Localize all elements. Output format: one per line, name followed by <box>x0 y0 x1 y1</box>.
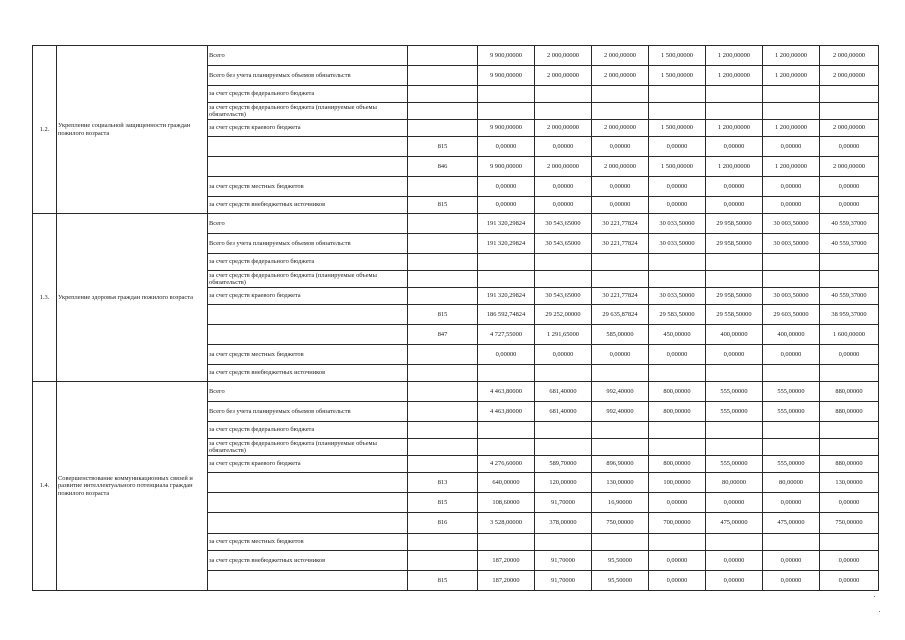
funding-source-label: Всего без учета планируемых объемов обязательств <box>208 66 408 86</box>
budget-code-cell: 815 <box>408 137 478 157</box>
amount-cell <box>592 439 649 456</box>
amount-cell <box>535 534 592 551</box>
amount-cell: 0,00000 <box>706 177 763 197</box>
amount-cell: 9 900,00000 <box>478 66 535 86</box>
amount-cell <box>649 271 706 288</box>
amount-cell <box>592 365 649 382</box>
amount-cell: 29 252,00000 <box>535 305 592 325</box>
amount-cell <box>706 534 763 551</box>
amount-cell <box>592 254 649 271</box>
section-title: Укрепление здоровья граждан пожилого возраста <box>57 214 208 382</box>
amount-cell: 555,00000 <box>763 382 820 402</box>
amount-cell <box>763 86 820 103</box>
amount-cell: 1 500,00000 <box>649 66 706 86</box>
budget-code-cell <box>408 422 478 439</box>
funding-source-label: за счет средств внебюджетных источников <box>208 365 408 382</box>
amount-cell <box>535 365 592 382</box>
amount-cell <box>478 86 535 103</box>
amount-cell <box>535 254 592 271</box>
funding-source-label <box>208 493 408 513</box>
amount-cell <box>649 103 706 120</box>
amount-cell: 450,00000 <box>649 325 706 345</box>
funding-source-label: Всего <box>208 214 408 234</box>
amount-cell: 91,70000 <box>535 571 592 591</box>
amount-cell: 30 033,50000 <box>649 288 706 305</box>
amount-cell: 2 000,00000 <box>820 46 879 66</box>
amount-cell: 187,20000 <box>478 551 535 571</box>
amount-cell: 555,00000 <box>763 456 820 473</box>
funding-source-label: за счет средств краевого бюджета <box>208 288 408 305</box>
amount-cell: 30 221,77824 <box>592 288 649 305</box>
amount-cell: 880,00000 <box>820 402 879 422</box>
funding-source-label: за счет средств федерального бюджета (планируемые объемы обязательств) <box>208 103 408 120</box>
amount-cell <box>535 271 592 288</box>
amount-cell: 589,70000 <box>535 456 592 473</box>
amount-cell: 2 000,00000 <box>592 46 649 66</box>
amount-cell <box>820 439 879 456</box>
amount-cell <box>763 365 820 382</box>
budget-code-cell <box>408 214 478 234</box>
amount-cell: 0,00000 <box>592 345 649 365</box>
amount-cell <box>478 103 535 120</box>
amount-cell: 191 320,29824 <box>478 234 535 254</box>
amount-cell: 0,00000 <box>763 493 820 513</box>
amount-cell <box>649 534 706 551</box>
amount-cell: 0,00000 <box>763 197 820 214</box>
funding-source-label <box>208 513 408 534</box>
amount-cell <box>706 254 763 271</box>
amount-cell: 95,50000 <box>592 571 649 591</box>
amount-cell: 30 003,50000 <box>763 234 820 254</box>
amount-cell: 555,00000 <box>706 382 763 402</box>
funding-source-label <box>208 157 408 177</box>
amount-cell: 0,00000 <box>535 197 592 214</box>
amount-cell <box>649 86 706 103</box>
budget-code-cell <box>408 456 478 473</box>
amount-cell: 0,00000 <box>535 345 592 365</box>
amount-cell <box>592 422 649 439</box>
funding-source-label: за счет средств местных бюджетов <box>208 345 408 365</box>
amount-cell: 0,00000 <box>592 197 649 214</box>
amount-cell: 475,00000 <box>706 513 763 534</box>
amount-cell <box>649 439 706 456</box>
amount-cell: 130,00000 <box>592 473 649 493</box>
scan-speck <box>879 611 880 612</box>
amount-cell: 0,00000 <box>649 177 706 197</box>
amount-cell <box>820 103 879 120</box>
amount-cell: 4 463,80000 <box>478 382 535 402</box>
amount-cell: 0,00000 <box>820 571 879 591</box>
amount-cell <box>820 534 879 551</box>
amount-cell: 0,00000 <box>763 345 820 365</box>
amount-cell: 1 200,00000 <box>763 66 820 86</box>
funding-source-label: за счет средств федерального бюджета (планируемые объемы обязательств) <box>208 271 408 288</box>
budget-table <box>32 45 879 591</box>
amount-cell: 2 000,00000 <box>820 66 879 86</box>
budget-code-cell <box>408 86 478 103</box>
amount-cell <box>706 86 763 103</box>
amount-cell <box>478 534 535 551</box>
amount-cell <box>478 271 535 288</box>
funding-source-label <box>208 325 408 345</box>
amount-cell: 120,00000 <box>535 473 592 493</box>
budget-code-cell: 815 <box>408 493 478 513</box>
amount-cell: 0,00000 <box>706 493 763 513</box>
budget-code-cell <box>408 551 478 571</box>
amount-cell: 29 635,87824 <box>592 305 649 325</box>
amount-cell: 0,00000 <box>478 177 535 197</box>
funding-source-label: за счет средств федерального бюджета <box>208 422 408 439</box>
table-row <box>33 382 879 402</box>
amount-cell: 30 543,65000 <box>535 214 592 234</box>
amount-cell: 750,00000 <box>592 513 649 534</box>
amount-cell: 0,00000 <box>763 177 820 197</box>
funding-source-label: за счет средств краевого бюджета <box>208 456 408 473</box>
amount-cell: 640,00000 <box>478 473 535 493</box>
amount-cell: 29 583,50000 <box>649 305 706 325</box>
amount-cell <box>763 534 820 551</box>
funding-source-label: Всего <box>208 46 408 66</box>
amount-cell: 1 200,00000 <box>706 120 763 137</box>
amount-cell: 80,00000 <box>763 473 820 493</box>
section-index: 1.3. <box>33 214 57 382</box>
amount-cell: 91,70000 <box>535 551 592 571</box>
amount-cell: 29 958,50000 <box>706 214 763 234</box>
amount-cell <box>763 422 820 439</box>
amount-cell: 0,00000 <box>820 493 879 513</box>
amount-cell <box>535 422 592 439</box>
amount-cell <box>535 439 592 456</box>
funding-source-label: за счет средств краевого бюджета <box>208 120 408 137</box>
amount-cell <box>763 271 820 288</box>
amount-cell <box>478 254 535 271</box>
amount-cell: 555,00000 <box>763 402 820 422</box>
amount-cell <box>706 422 763 439</box>
budget-code-cell <box>408 234 478 254</box>
amount-cell <box>649 422 706 439</box>
funding-source-label <box>208 571 408 591</box>
amount-cell <box>820 271 879 288</box>
amount-cell: 29 603,50000 <box>763 305 820 325</box>
funding-source-label: за счет средств федерального бюджета (планируемые объемы обязательств) <box>208 439 408 456</box>
amount-cell: 80,00000 <box>706 473 763 493</box>
amount-cell: 0,00000 <box>649 197 706 214</box>
amount-cell: 1 500,00000 <box>649 46 706 66</box>
budget-code-cell <box>408 177 478 197</box>
amount-cell: 29 958,50000 <box>706 288 763 305</box>
amount-cell: 800,00000 <box>649 402 706 422</box>
amount-cell: 4 463,80000 <box>478 402 535 422</box>
amount-cell: 191 320,29824 <box>478 214 535 234</box>
funding-source-label <box>208 473 408 493</box>
funding-source-label: Всего без учета планируемых объемов обязательств <box>208 234 408 254</box>
amount-cell: 0,00000 <box>592 137 649 157</box>
funding-source-label: за счет средств внебюджетных источников <box>208 551 408 571</box>
scan-speck <box>874 596 875 597</box>
amount-cell: 1 500,00000 <box>649 157 706 177</box>
amount-cell: 0,00000 <box>535 177 592 197</box>
amount-cell: 29 558,50000 <box>706 305 763 325</box>
budget-code-cell <box>408 365 478 382</box>
amount-cell <box>478 365 535 382</box>
amount-cell: 800,00000 <box>649 382 706 402</box>
budget-code-cell: 816 <box>408 513 478 534</box>
amount-cell <box>820 86 879 103</box>
amount-cell: 750,00000 <box>820 513 879 534</box>
amount-cell: 1 500,00000 <box>649 120 706 137</box>
amount-cell: 0,00000 <box>763 137 820 157</box>
budget-code-cell: 847 <box>408 325 478 345</box>
amount-cell: 1 200,00000 <box>763 157 820 177</box>
amount-cell: 4 727,55000 <box>478 325 535 345</box>
amount-cell <box>763 254 820 271</box>
amount-cell: 4 276,60000 <box>478 456 535 473</box>
budget-code-cell <box>408 46 478 66</box>
amount-cell <box>649 365 706 382</box>
section-index: 1.2. <box>33 46 57 214</box>
amount-cell: 9 900,00000 <box>478 46 535 66</box>
budget-code-cell: 815 <box>408 197 478 214</box>
amount-cell: 2 000,00000 <box>820 157 879 177</box>
amount-cell: 0,00000 <box>649 571 706 591</box>
budget-code-cell <box>408 382 478 402</box>
amount-cell: 0,00000 <box>706 551 763 571</box>
amount-cell: 0,00000 <box>820 197 879 214</box>
amount-cell: 2 000,00000 <box>820 120 879 137</box>
budget-code-cell <box>408 534 478 551</box>
amount-cell <box>706 271 763 288</box>
amount-cell: 992,40000 <box>592 382 649 402</box>
amount-cell: 0,00000 <box>820 345 879 365</box>
budget-code-cell <box>408 439 478 456</box>
amount-cell <box>820 422 879 439</box>
amount-cell: 2 000,00000 <box>592 120 649 137</box>
amount-cell: 0,00000 <box>535 137 592 157</box>
amount-cell: 0,00000 <box>649 137 706 157</box>
amount-cell: 400,00000 <box>763 325 820 345</box>
amount-cell: 475,00000 <box>763 513 820 534</box>
amount-cell: 378,00000 <box>535 513 592 534</box>
amount-cell <box>763 103 820 120</box>
amount-cell <box>706 365 763 382</box>
budget-code-cell <box>408 402 478 422</box>
amount-cell <box>763 439 820 456</box>
funding-source-label: за счет средств местных бюджетов <box>208 534 408 551</box>
amount-cell: 0,00000 <box>820 177 879 197</box>
funding-source-label: за счет средств федерального бюджета <box>208 86 408 103</box>
amount-cell: 1 291,65000 <box>535 325 592 345</box>
amount-cell <box>649 254 706 271</box>
amount-cell: 186 592,74824 <box>478 305 535 325</box>
amount-cell: 700,00000 <box>649 513 706 534</box>
budget-code-cell <box>408 288 478 305</box>
amount-cell: 400,00000 <box>706 325 763 345</box>
amount-cell: 2 000,00000 <box>535 120 592 137</box>
amount-cell <box>478 439 535 456</box>
amount-cell: 0,00000 <box>706 345 763 365</box>
section-title: Укрепление социальной защищенности граждан пожилого возраста <box>57 46 208 214</box>
amount-cell: 95,50000 <box>592 551 649 571</box>
amount-cell: 896,90000 <box>592 456 649 473</box>
amount-cell <box>535 103 592 120</box>
amount-cell: 9 900,00000 <box>478 120 535 137</box>
amount-cell: 0,00000 <box>649 551 706 571</box>
amount-cell: 40 559,37000 <box>820 214 879 234</box>
amount-cell: 108,60000 <box>478 493 535 513</box>
amount-cell <box>478 422 535 439</box>
amount-cell: 0,00000 <box>763 551 820 571</box>
amount-cell: 880,00000 <box>820 456 879 473</box>
amount-cell: 30 033,50000 <box>649 214 706 234</box>
budget-code-cell <box>408 103 478 120</box>
amount-cell: 1 200,00000 <box>763 46 820 66</box>
amount-cell: 130,00000 <box>820 473 879 493</box>
amount-cell: 0,00000 <box>478 197 535 214</box>
budget-code-cell <box>408 66 478 86</box>
amount-cell: 585,00000 <box>592 325 649 345</box>
budget-code-cell <box>408 345 478 365</box>
amount-cell: 0,00000 <box>592 177 649 197</box>
amount-cell: 1 600,00000 <box>820 325 879 345</box>
amount-cell: 3 528,00000 <box>478 513 535 534</box>
amount-cell <box>820 365 879 382</box>
amount-cell: 0,00000 <box>763 571 820 591</box>
budget-code-cell: 813 <box>408 473 478 493</box>
amount-cell: 1 200,00000 <box>706 66 763 86</box>
budget-code-cell <box>408 254 478 271</box>
amount-cell <box>592 271 649 288</box>
amount-cell: 0,00000 <box>478 345 535 365</box>
amount-cell: 681,40000 <box>535 382 592 402</box>
section-title: Совершенствование коммуникационных связей и развитие интеллектуального потенциала граждан пожилого возраста <box>57 382 208 591</box>
amount-cell: 2 000,00000 <box>535 66 592 86</box>
amount-cell <box>820 254 879 271</box>
amount-cell: 0,00000 <box>706 137 763 157</box>
funding-source-label: Всего <box>208 382 408 402</box>
amount-cell <box>706 103 763 120</box>
funding-source-label: за счет средств федерального бюджета <box>208 254 408 271</box>
amount-cell <box>535 86 592 103</box>
amount-cell: 30 221,77824 <box>592 234 649 254</box>
amount-cell: 555,00000 <box>706 402 763 422</box>
amount-cell: 0,00000 <box>478 137 535 157</box>
amount-cell: 681,40000 <box>535 402 592 422</box>
amount-cell: 40 559,37000 <box>820 288 879 305</box>
amount-cell: 29 958,50000 <box>706 234 763 254</box>
budget-code-cell <box>408 120 478 137</box>
amount-cell: 91,70000 <box>535 493 592 513</box>
amount-cell: 187,20000 <box>478 571 535 591</box>
funding-source-label: за счет средств внебюджетных источников <box>208 197 408 214</box>
amount-cell: 30 221,77824 <box>592 214 649 234</box>
amount-cell: 2 000,00000 <box>592 157 649 177</box>
amount-cell <box>706 439 763 456</box>
budget-code-cell <box>408 271 478 288</box>
amount-cell: 30 033,50000 <box>649 234 706 254</box>
funding-source-label <box>208 137 408 157</box>
amount-cell: 2 000,00000 <box>535 46 592 66</box>
amount-cell: 0,00000 <box>706 571 763 591</box>
budget-code-cell: 846 <box>408 157 478 177</box>
amount-cell: 555,00000 <box>706 456 763 473</box>
amount-cell <box>592 86 649 103</box>
amount-cell: 9 900,00000 <box>478 157 535 177</box>
amount-cell: 38 959,37000 <box>820 305 879 325</box>
amount-cell <box>592 103 649 120</box>
amount-cell: 0,00000 <box>706 197 763 214</box>
amount-cell: 800,00000 <box>649 456 706 473</box>
funding-source-label: за счет средств местных бюджетов <box>208 177 408 197</box>
amount-cell: 880,00000 <box>820 382 879 402</box>
amount-cell: 16,90000 <box>592 493 649 513</box>
amount-cell: 30 543,65000 <box>535 288 592 305</box>
section-index: 1.4. <box>33 382 57 591</box>
table-row <box>33 214 879 234</box>
amount-cell: 30 003,50000 <box>763 214 820 234</box>
amount-cell <box>592 534 649 551</box>
amount-cell: 1 200,00000 <box>706 46 763 66</box>
amount-cell: 2 000,00000 <box>535 157 592 177</box>
amount-cell: 0,00000 <box>649 493 706 513</box>
amount-cell: 992,40000 <box>592 402 649 422</box>
amount-cell: 0,00000 <box>820 551 879 571</box>
table-row <box>33 46 879 66</box>
amount-cell: 30 543,65000 <box>535 234 592 254</box>
amount-cell: 191 320,29824 <box>478 288 535 305</box>
amount-cell: 0,00000 <box>820 137 879 157</box>
amount-cell: 2 000,00000 <box>592 66 649 86</box>
amount-cell: 100,00000 <box>649 473 706 493</box>
amount-cell: 30 003,50000 <box>763 288 820 305</box>
amount-cell: 0,00000 <box>649 345 706 365</box>
budget-code-cell: 815 <box>408 305 478 325</box>
funding-source-label: Всего без учета планируемых объемов обязательств <box>208 402 408 422</box>
amount-cell: 40 559,37000 <box>820 234 879 254</box>
amount-cell: 1 200,00000 <box>706 157 763 177</box>
amount-cell: 1 200,00000 <box>763 120 820 137</box>
funding-source-label <box>208 305 408 325</box>
budget-code-cell: 815 <box>408 571 478 591</box>
